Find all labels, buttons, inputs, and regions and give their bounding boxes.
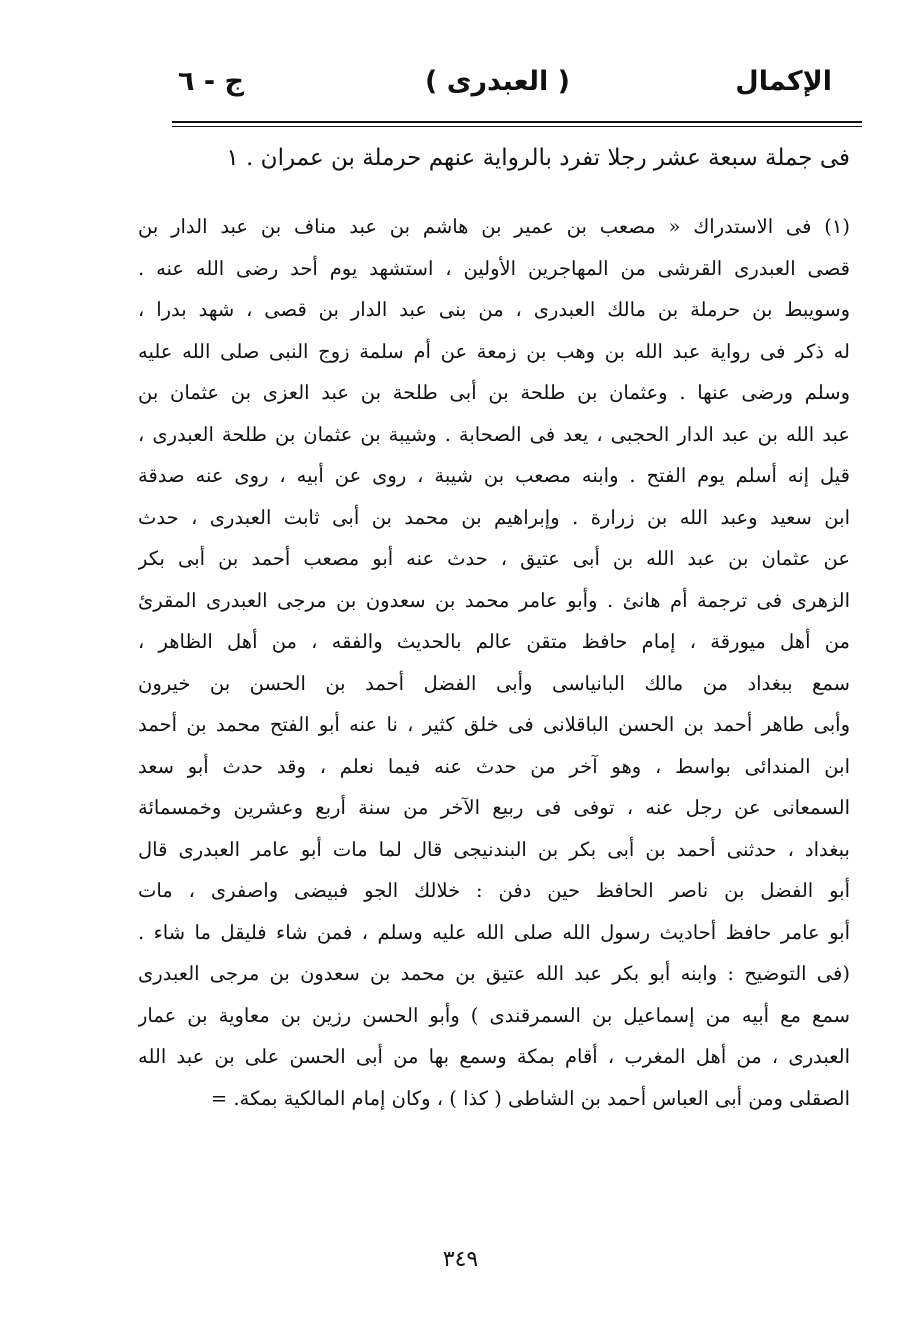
footnote-line: ببغداد ، حدثنى أحمد بن أبى بكر بن البندنيجى قال لما مات أبو عامر العبدرى قال (138, 837, 850, 861)
footnote-line: السمعانى عن رجل عنه ، توفى فى ربيع الآخر من سنة أربع وعشرين وخمسمائة (138, 796, 850, 819)
page-header (160, 62, 850, 112)
volume-number: ج - ٦ (178, 66, 244, 97)
footnote-block (138, 206, 850, 1119)
header-divider-thick (172, 121, 862, 123)
footnote-line: العبدرى ، من أهل المغرب ، أقام بمكة وسمع بها من أبى الحسن على بن عبد الله (138, 1045, 850, 1068)
footnote-line: أبو عامر حافظ أحاديث رسول الله صلى الله عليه وسلم ، فمن شاء فليقل ما شاء . (138, 920, 850, 944)
footnote-line: الزهرى فى ترجمة أم هانئ . وأبو عامر محمد بن سعدون بن مرجى العبدرى المقرئ (138, 588, 850, 612)
footnote-line: وسويبط بن حرملة بن مالك العبدرى ، من بنى عبد الدار بن قصى ، شهد بدرا ، (138, 298, 850, 321)
book-title: الإكمال (735, 66, 832, 97)
footnote-line: قيل إنه أسلم يوم الفتح . وابنه مصعب بن شيبة ، روى عن أبيه ، روى عنه صدقة (138, 464, 850, 487)
footnote-line: له ذكر فى رواية عبد الله بن وهب بن زمعة عن أم سلمة زوج النبى صلى الله عليه (138, 339, 850, 363)
footnote-line: قصى العبدرى القرشى من المهاجرين الأولين ، استشهد يوم أحد رضى الله عنه . (138, 256, 850, 280)
footnote-line: أبو الفضل بن ناصر الحافظ حين دفن : خلالك الجو فبيضى واصفرى ، مات (138, 879, 850, 902)
main-text-line: فى جملة سبعة عشر رجلا تفرد بالرواية عنهم حرملة بن عمران . ١ (226, 145, 850, 171)
section-title: ( العبدرى ) (424, 66, 570, 97)
footnote-line: من أهل ميورقة ، إمام حافظ متقن عالم بالحديث والفقه ، من أهل الظاهر ، (138, 630, 850, 653)
page-number: ٣٤٩ (442, 1247, 479, 1272)
footnote-line: وأبى طاهر أحمد بن الحسن الباقلانى فى خلق كثير ، نا عنه أبو الفتح محمد بن أحمد (138, 713, 850, 736)
footnote-line: (فى التوضيح : وابنه أبو بكر عبد الله عتيق بن محمد بن سعدون بن مرجى العبدرى (138, 962, 850, 985)
footnote-line: عبد الله بن عبد الدار الحجبى ، يعد فى الصحابة . وشيبة بن عثمان بن طلحة العبدرى ، (138, 422, 850, 446)
footnote-line: الصقلى ومن أبى العباس أحمد بن الشاطى ( كذا ) ، وكان إمام المالكية بمكة. = (210, 1086, 850, 1110)
footnote-line: ابن المندائى بواسط ، وهو آخر من حدث عنه فيما نعلم ، وقد حدث أبو سعد (138, 754, 850, 778)
footnote-line: سمع ببغداد من مالك البانياسى وأبى الفضل أحمد بن الحسن بن خيرون (138, 671, 850, 695)
footnote-line: ابن سعيد وعبد الله بن زرارة . وإبراهيم بن محمد بن أبى ثابت العبدرى ، حدث (138, 505, 850, 529)
footnote-line: عن عثمان بن عبد الله بن أبى عتيق ، حدث عنه أبو مصعب أحمد بن أبى بكر (138, 547, 850, 570)
footnote-line: سمع مع أبيه من إسماعيل بن السمرقندى ) وأبو الحسن رزين بن معاوية بن عمار (138, 1003, 850, 1027)
header-divider-thin (172, 126, 862, 127)
footnote-line: وسلم ورضى عنها . وعثمان بن طلحة بن أبى طلحة بن عبد العزى بن عثمان بن (138, 381, 850, 404)
footnote-line: (١) فى الاستدراك « مصعب بن عمير بن هاشم بن عبد مناف بن عبد الدار بن (138, 215, 850, 238)
